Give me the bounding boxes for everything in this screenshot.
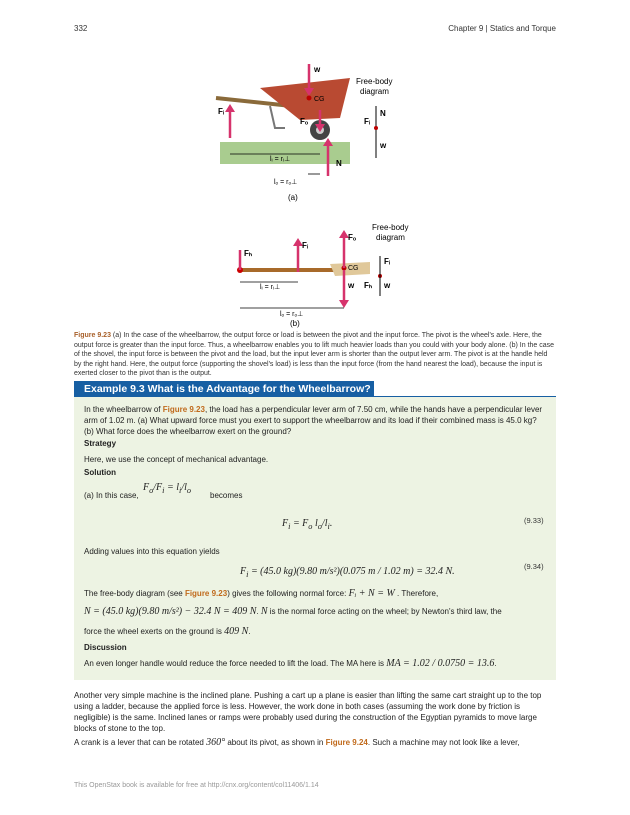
cg-dot (307, 96, 312, 101)
fbd-label-w: w (380, 141, 387, 150)
label-li: lᵢ = rᵢ⊥ (270, 156, 291, 163)
example-question: In the wheelbarrow of Figure 9.23, the load has a perpendicular lever arm of 7.50 cm, while the hands have a perpendicular lever arm of 1.02 m. (a) What upward force must you exert to support the wheelbarrow and its load if their combined mass is 45.0 kg? (b) What force does the wheelbarrow exert on the ground? (84, 405, 543, 436)
fbd-dot (374, 126, 378, 130)
w-arrowhead-b (339, 300, 349, 308)
label-w-b: w (348, 281, 355, 290)
figure-a-wheelbarrow (200, 58, 440, 208)
eq-9-34-number: (9.34) (524, 562, 544, 571)
fbd-text: The free-body diagram (see Figure 9.23) gives the following normal force: Fᵢ + N = W . Therefore, (84, 588, 439, 599)
fi-arrowhead (225, 104, 235, 112)
discussion-heading: Discussion (84, 643, 127, 652)
fbd-label-fi: Fᵢ (364, 117, 371, 126)
example-title: Example 9.3 What is the Advantage for the Wheelbarrow? (74, 381, 374, 397)
label-fo: Fₒ (300, 117, 309, 126)
label-free-body-b: Free-body (372, 223, 409, 232)
strategy-heading: Strategy (84, 439, 117, 448)
label-n: N (336, 159, 342, 168)
figure-9-24-link[interactable]: Figure 9.24 (325, 738, 368, 747)
label-diagram-b: diagram (376, 233, 405, 242)
ratio-eq: $F_o/F_i = l_i/l_o$ (143, 482, 192, 495)
adding-values-text: Adding values into this equation yields (84, 547, 220, 556)
caption-text: (a) In the case of the wheelbarrow, the output force or load is between the pivot and the input force. The pivot is the wheel's axle. Here, the output force is greater than the input force. Thus, a wheelbarrow enables you to lift much heavier loads than you could with your body alone. (b) In the case of the shovel, the input force is between the pivot and the load, but the input lever arm is shorter than the output lever arm. The pivot is at the handle held by the right hand. Here, the output force (supporting the shovel's load) is less than the input force (from the hand nearest the load), because the input is exerted closer to the pivot than is the output. (74, 332, 555, 378)
eq-9-34: $F_i = (45.0$ kg)(9.80 m/s²)(0.075 m / 1.02 m) = 32.4 N. (240, 566, 455, 579)
fbd-fh-b: Fₕ (364, 281, 373, 290)
ground-force-text: force the wheel exerts on the ground is 409 N. (84, 626, 251, 637)
figure-b-shovel (220, 222, 430, 330)
label-li-b: lᵢ = rᵢ⊥ (260, 284, 281, 291)
label-fo-b: Fₒ (348, 233, 357, 242)
caption-label: Figure 9.23 (74, 332, 111, 339)
label-fi-b: Fᵢ (302, 241, 309, 250)
label-fh-b: Fₕ (244, 249, 253, 258)
fbd-w-b: w (384, 281, 391, 290)
figure-caption (74, 331, 556, 379)
barrow-bin (260, 78, 350, 120)
label-lo-b: lₒ = rₒ⊥ (280, 311, 304, 318)
strategy-text: Here, we use the concept of mechanical advantage. (84, 455, 269, 464)
label-lo: lₒ = rₒ⊥ (274, 179, 298, 186)
eq-9-33-number: (9.33) (524, 516, 544, 525)
label-cg: CG (314, 96, 325, 103)
fbd-label-n: N (380, 109, 386, 118)
figure-link[interactable]: Figure 9.23 (162, 405, 205, 414)
eq-9-33: $F_i = F_o$ $l_o/l_i$. (282, 518, 333, 531)
chapter-header: Chapter 9 | Statics and Torque (448, 24, 556, 33)
label-w: w (314, 65, 321, 74)
label-cg-b: CG (348, 265, 359, 272)
footer: This OpenStax book is available for free at http://cnx.org/content/col11406/1.14 (74, 782, 319, 789)
inclined-plane-paragraph: Another very simple machine is the inclined plane. Pushing a cart up a plane is easier than lifting the same cart straight up to the top using a ladder, because the applied force is less. However, the work done in both cases (assuming the work done by friction is negligible) is the same. Inclined lanes or ramps were probably used during the construction of the Egyptian pyramids to move large blocks of stone to the top. (74, 691, 542, 733)
label-free-body: Free-body (356, 77, 393, 86)
label-fi: Fᵢ (218, 107, 225, 116)
solution-heading: Solution (84, 468, 116, 477)
page-number: 332 (74, 24, 88, 33)
figure-link-2[interactable]: Figure 9.23 (184, 589, 228, 598)
example-box (74, 397, 556, 680)
solution-a-text: (a) In this case, (84, 491, 139, 500)
panel-b: (b) (290, 319, 300, 328)
panel-a: (a) (288, 193, 298, 202)
fbd-fi-b: Fᵢ (384, 257, 391, 266)
barrow-leg (270, 106, 285, 128)
becomes-text: becomes (210, 491, 243, 500)
crank-paragraph: A crank is a lever that can be rotated 360° about its pivot, as shown in Figure 9.24. Such a machine may not look like a lever, (74, 737, 520, 748)
normal-force-text: N = (45.0 kg)(9.80 m/s²) − 32.4 N = 409 N. N is the normal force acting on the wheel; by Newton's third law, the (84, 606, 502, 617)
label-diagram: diagram (360, 87, 389, 96)
discussion-text: An even longer handle would reduce the force needed to lift the load. The MA here is MA = 1.02 / 0.0750 = 13.6. (84, 658, 497, 669)
